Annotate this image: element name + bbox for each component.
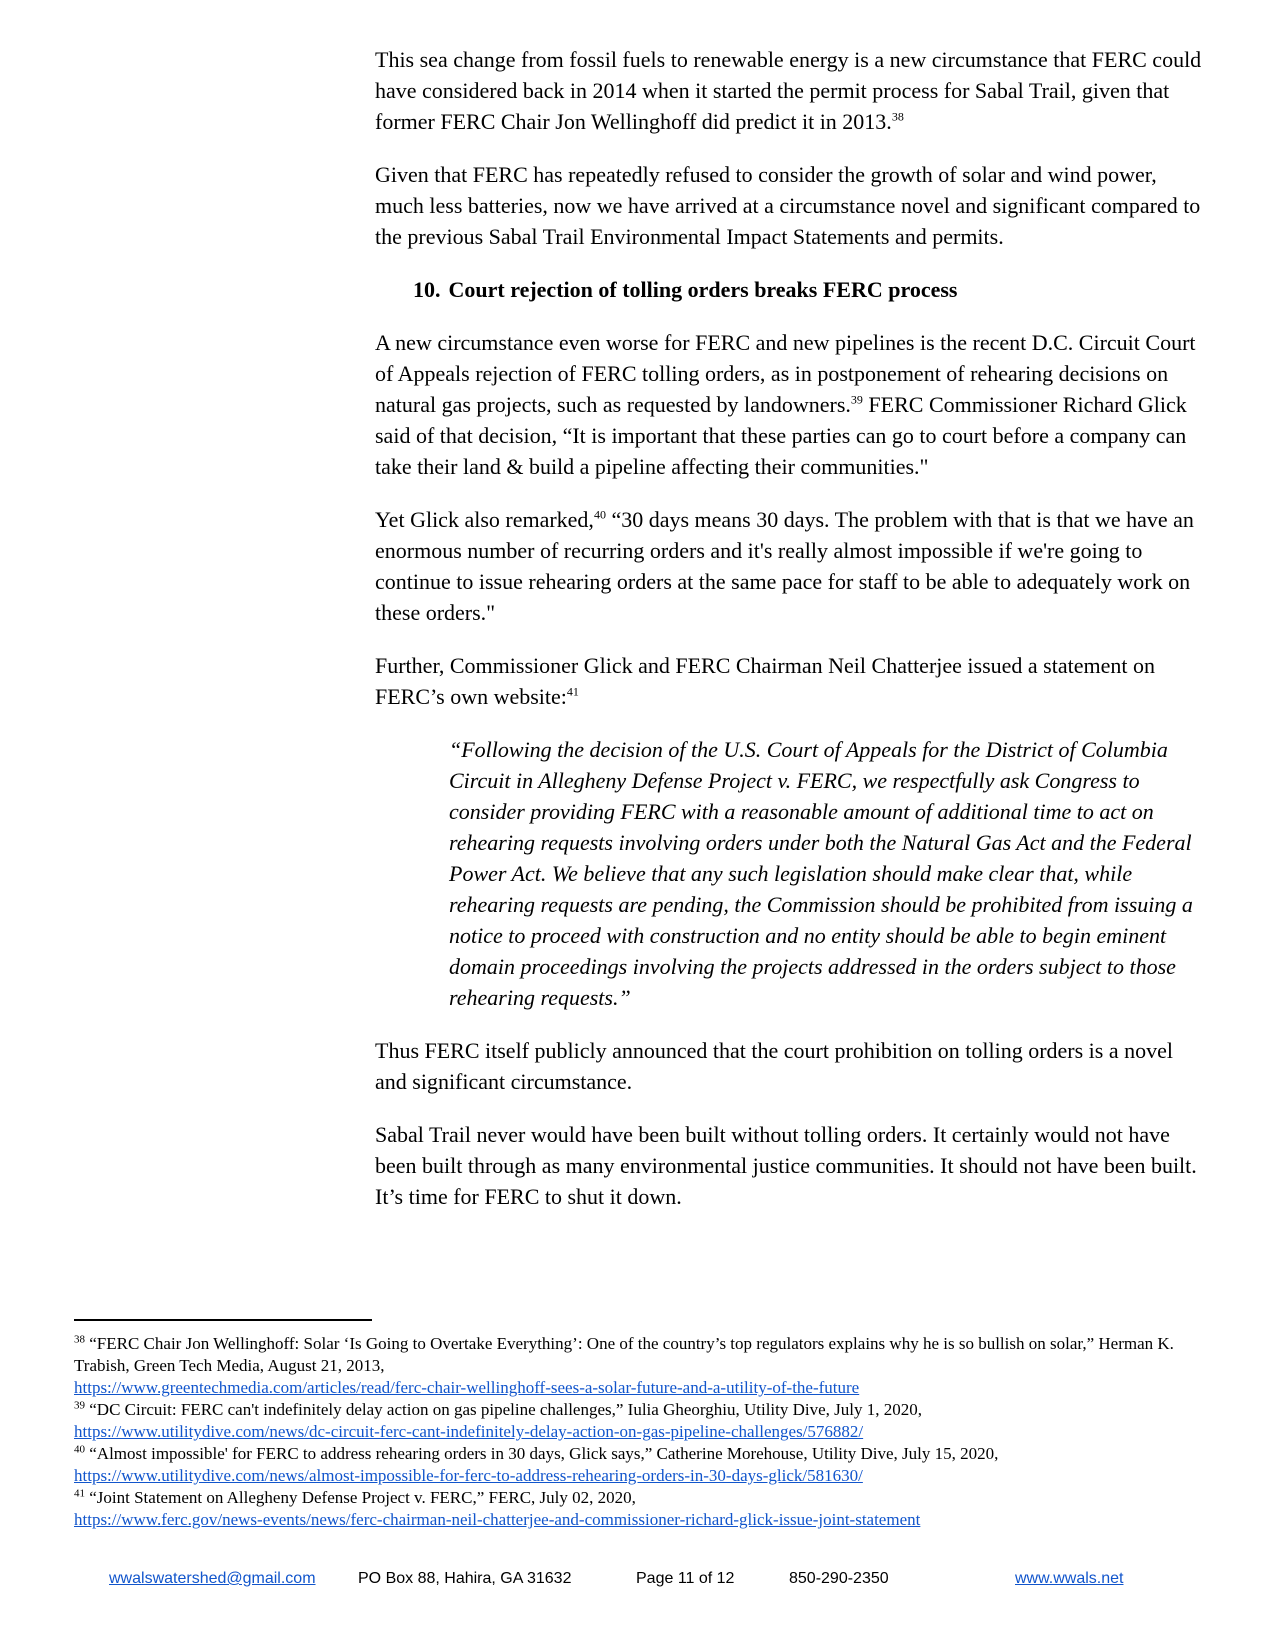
section-heading [413,274,1210,305]
paragraph-thus-ferc: Thus FERC itself publicly announced that the court prohibition on tolling orders is a novel and significant circumstance. [375,1038,1173,1094]
paragraph-court-rejection: A new circumstance even worse for FERC and new pipelines is the recent D.C. Circuit Court of Appeals rejection of FERC tolling orders, as in postponement of rehearing decisions on natural gas projects, such as requested by landowners.$^{39}$ FERC Commissioner Richard Glick said of that decision, “It is important that these parties can go to court before a company can take their land & build a pipeline affecting their communities." [375,330,1196,479]
footnotes [74,1333,1214,1531]
footnote-ref-41[interactable]: 41 [566,684,579,699]
footnote-41: $^{41}$ “Joint Statement on Allegheny Defense Project v. FERC,” FERC, July 02, 2020, https://www.ferc.gov/news-events/news/ferc-chairman-neil-chatterjee-and-commissioner-richard-glick-issue-joint-statement [74,1487,921,1529]
footnote-38: $^{38}$ “FERC Chair Jon Wellinghoff: Solar ‘Is Going to Overtake Everything’: One of the country’s top regulators explains why he is so bullish on solar,” Herman K. Trabish, Green Tech Media, August 21, 2013, https://www.greentechmedia.com/articles/read/ferc-chair-wellinghoff-sees-a-solar-future-and-a-utility-of-the-future [74,1333,1174,1397]
footnote-40-link[interactable]: https://www.utilitydive.com/news/almost-impossible-for-ferc-to-address-rehearing-orders-in-30-days-glick/581630/ [74,1466,863,1485]
footnote-38-link[interactable]: https://www.greentechmedia.com/articles/read/ferc-chair-wellinghoff-sees-a-solar-future-and-a-utility-of-the-future [74,1378,860,1397]
footer-website-link[interactable]: www.wwals.net [1015,1570,1124,1587]
footnote-ref-38[interactable]: 38 [891,109,904,124]
footer-page-number: Page 11 of 12 [636,1570,735,1587]
footnote-divider [74,1319,372,1321]
section-number: 10. [413,277,441,302]
paragraph-joint-statement: Further, Commissioner Glick and FERC Chairman Neil Chatterjee issued a statement on FERC’s own website:$^{41}$ [375,653,1155,709]
block-quote: “Following the decision of the U.S. Court of Appeals for the District of Columbia Circuit in Allegheny Defense Project v. FERC, we respectfully ask Congress to consider providing FERC with a reasonable amount of additional time to act on rehearing requests involving orders under both the Natural Gas Act and the Federal Power Act. We believe that any such legislation should make clear that, while rehearing requests are pending, the Commission should be prohibited from issuing a notice to proceed with construction and no entity should be able to begin eminent domain proceedings involving the projects addressed in the orders subject to those rehearing requests.” [449,737,1193,1010]
footnote-ref-40[interactable]: 40 [593,507,606,522]
footnote-40: $^{40}$ “Almost impossible' for FERC to address rehearing orders in 30 days, Glick says,” Catherine Morehouse, Utility Dive, July 15, 2020, https://www.utilitydive.com/news/almost-impossible-for-ferc-to-address-rehearing-orders-in-30-days-glick/581630/ [74,1443,999,1485]
footnote-39-link[interactable]: https://www.utilitydive.com/news/dc-circuit-ferc-cant-indefinitely-delay-action-on-gas-pipeline-challenges/576882/ [74,1422,864,1441]
paragraph-glick-remarked: Yet Glick also remarked,$^{40}$ “30 days means 30 days. The problem with that is that we have an enormous number of recurring orders and it's really almost impossible if we're going to continue to issue rehearing orders at the same pace for staff to be able to adequately work on these orders." [375,507,1194,625]
footer-email-link[interactable]: wwalswatershed@gmail.com [109,1570,316,1587]
footnote-41-link[interactable]: https://www.ferc.gov/news-events/news/ferc-chairman-neil-chatterjee-and-commissioner-richard-glick-issue-joint-statement [74,1510,921,1529]
footnote-39: $^{39}$ “DC Circuit: FERC can't indefinitely delay action on gas pipeline challenges,” Iulia Gheorghiu, Utility Dive, July 1, 2020, https://www.utilitydive.com/news/dc-circuit-ferc-cant-indefinitely-delay-action-on-gas-pipeline-challenges/576882/ [74,1399,923,1441]
paragraph-sea-change: This sea change from fossil fuels to renewable energy is a new circumstance that FERC could have considered back in 2014 when it started the permit process for Sabal Trail, given that former FERC Chair Jon Wellinghoff did predict it in 2013.38 [375,47,1202,134]
body-text [375,44,1210,1234]
paragraph-conclusion: Sabal Trail never would have been built without tolling orders. It certainly would not have been built through as many environmental justice communities. It should not have been built. It’s time for FERC to shut it down. [375,1122,1197,1209]
footer-address: PO Box 88, Hahira, GA 31632 [358,1570,572,1587]
page-footer [0,1570,1275,1594]
section-title: Court rejection of tolling orders breaks FERC process [448,277,958,302]
footnote-ref-39[interactable]: 39 [850,392,863,407]
paragraph-ferc-refused: Given that FERC has repeatedly refused to consider the growth of solar and wind power, much less batteries, now we have arrived at a circumstance novel and significant compared to the previous Sabal Trail Environmental Impact Statements and permits. [375,162,1201,249]
footer-phone: 850-290-2350 [789,1570,889,1587]
